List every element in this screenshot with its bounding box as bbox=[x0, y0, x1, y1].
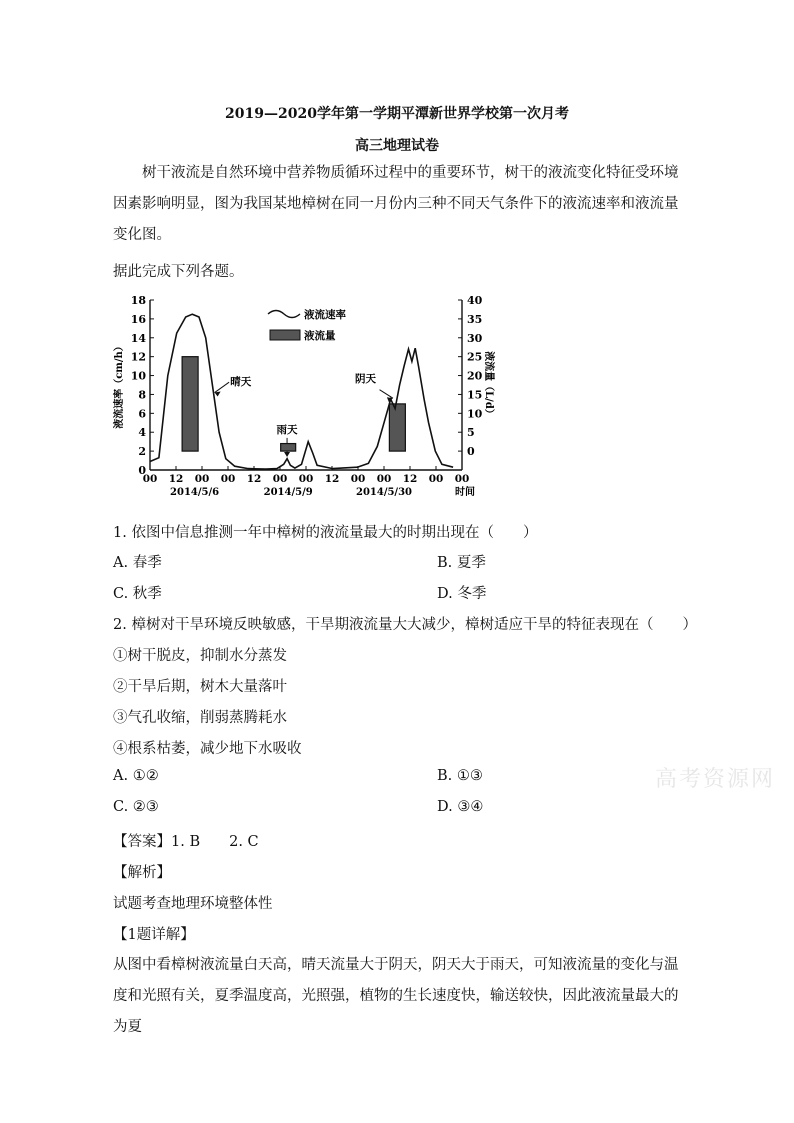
x-axis-tick-label: 00 bbox=[454, 473, 470, 485]
right-axis-tick-label: 5 bbox=[467, 426, 475, 440]
x-axis-tick-label: 00 bbox=[142, 473, 158, 485]
annotation-rainy: 雨天 bbox=[276, 424, 298, 437]
left-axis-tick-label: 18 bbox=[130, 294, 146, 307]
sap-flow-volume-bar bbox=[389, 404, 405, 451]
legend-line-swatch bbox=[268, 311, 300, 318]
left-axis-title: 液流速率（cm/h） bbox=[114, 341, 125, 429]
annotation-cloudy-arrow bbox=[380, 390, 393, 399]
question-2-statement-4: ④根系枯萎，减少地下水吸收 bbox=[113, 741, 302, 757]
x-axis-title: 时间 bbox=[455, 487, 475, 498]
x-axis-tick-label: 00 bbox=[194, 473, 210, 485]
x-axis-tick-label: 00 bbox=[298, 473, 314, 485]
question-2-statement-1: ①树干脱皮，抑制水分蒸发 bbox=[113, 648, 287, 664]
left-axis-tick-label: 8 bbox=[138, 388, 146, 402]
question-2-stem: 2. 樟树对干旱环境反映敏感，干旱期液流量大大减少，樟树适应干旱的特征表现在（ ） bbox=[113, 617, 697, 633]
left-axis-tick-label: 4 bbox=[138, 426, 146, 440]
x-axis-tick-label: 00 bbox=[376, 473, 392, 485]
right-axis-tick-label: 10 bbox=[467, 407, 483, 421]
x-axis-tick-label: 12 bbox=[168, 473, 184, 485]
question-2-statement-3: ③气孔收缩，削弱蒸腾耗水 bbox=[113, 710, 287, 726]
sap-flow-volume-bar bbox=[182, 357, 198, 451]
right-axis-tick-label: 30 bbox=[467, 331, 483, 345]
exam-title: 2019—2020学年第一学期平潭新世界学校第一次月考 bbox=[225, 106, 569, 122]
left-axis-tick-label: 16 bbox=[130, 312, 146, 326]
right-axis-tick-label: 35 bbox=[467, 312, 483, 326]
answer-line: 【答案】1. B 2. C bbox=[113, 834, 259, 850]
left-axis-tick-label: 14 bbox=[130, 331, 146, 345]
x-axis-tick-label: 00 bbox=[350, 473, 366, 485]
x-axis-tick-label: 00 bbox=[428, 473, 444, 485]
question-2-option-c: C. ②③ bbox=[113, 799, 159, 815]
annotation-rainy-arrowhead bbox=[284, 452, 290, 457]
x-axis-tick-label: 00 bbox=[220, 473, 236, 485]
analysis-text: 试题考查地理环境整体性 bbox=[113, 896, 273, 912]
right-axis-tick-label: 40 bbox=[467, 294, 483, 307]
right-axis-tick-label: 20 bbox=[467, 369, 483, 383]
x-axis-tick-label: 12 bbox=[402, 473, 418, 485]
right-axis-tick-label: 25 bbox=[467, 350, 483, 364]
x-axis-tick-label: 00 bbox=[272, 473, 288, 485]
right-axis-tick-label: 15 bbox=[467, 388, 483, 402]
x-axis-date-label: 2014/5/30 bbox=[355, 487, 413, 498]
left-axis-tick-label: 6 bbox=[138, 407, 146, 421]
watermark: 高考资源网 bbox=[655, 767, 776, 792]
annotation-sunny: 晴天 bbox=[230, 376, 252, 388]
legend-line-label: 液流速率 bbox=[304, 309, 346, 321]
x-axis-date-label: 2014/5/6 bbox=[170, 487, 220, 498]
intro-instruction: 据此完成下列各题。 bbox=[113, 264, 244, 280]
x-axis-tick-label: 12 bbox=[324, 473, 340, 485]
annotation-cloudy: 阴天 bbox=[355, 373, 377, 386]
left-axis-tick-label: 0 bbox=[138, 464, 146, 477]
question-1-option-c: C. 秋季 bbox=[113, 586, 162, 602]
sap-flow-chart bbox=[110, 290, 494, 500]
question-1-option-d: D. 冬季 bbox=[437, 586, 487, 602]
question-1-stem: 1. 依图中信息推测一年中樟树的液流量最大的时期出现在（ ） bbox=[113, 525, 538, 541]
detail-text: 从图中看樟树液流量白天高，晴天流量大于阴天，阴天大于雨天，可知液流量的变化与温度和光照有关，夏季温度高，光照强，植物的生长速度快，输送较快，因此液流量最大的为夏 bbox=[113, 957, 679, 1035]
legend-bar-label: 液流量 bbox=[304, 330, 336, 342]
left-axis-tick-label: 10 bbox=[130, 369, 146, 383]
right-axis-title: 液流量（L/d） bbox=[483, 351, 494, 419]
analysis-heading: 【解析】 bbox=[113, 865, 171, 881]
detail-heading: 【1题详解】 bbox=[113, 927, 195, 943]
question-2-option-b: B. ①③ bbox=[437, 768, 483, 784]
question-2-statement-2: ②干旱后期，树木大量落叶 bbox=[113, 679, 287, 695]
question-2-option-a: A. ①② bbox=[113, 768, 159, 784]
annotation-sunny-arrow bbox=[215, 382, 229, 392]
exam-subtitle: 高三地理试卷 bbox=[355, 138, 439, 154]
right-axis-tick-label: 0 bbox=[467, 445, 475, 459]
left-axis-tick-label: 12 bbox=[130, 350, 146, 364]
sap-flow-volume-bar bbox=[281, 444, 296, 452]
question-1-option-b: B. 夏季 bbox=[437, 555, 486, 571]
left-axis-tick-label: 2 bbox=[138, 445, 146, 459]
x-axis-date-label: 2014/5/9 bbox=[263, 487, 313, 498]
legend-bar-swatch bbox=[270, 330, 300, 340]
x-axis-tick-label: 12 bbox=[246, 473, 262, 485]
question-2-option-d: D. ③④ bbox=[437, 799, 484, 815]
question-1-option-a: A. 春季 bbox=[113, 555, 162, 571]
intro-paragraph: 树干液流是自然环境中营养物质循环过程中的重要环节，树干的液流变化特征受环境因素影响明显，图为我国某地樟树在同一月份内三种不同天气条件下的液流速率和液流量变化图。 bbox=[113, 165, 679, 243]
